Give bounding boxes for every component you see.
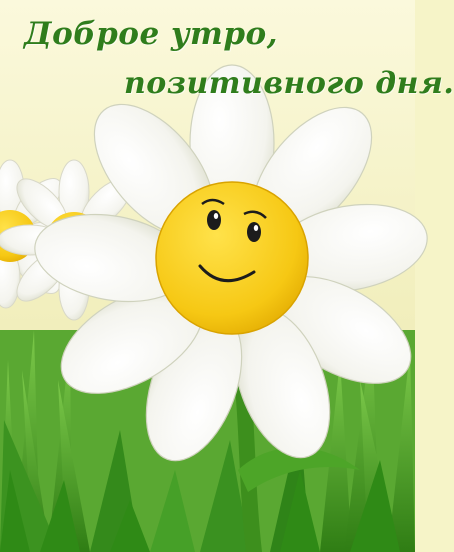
right-eye <box>247 222 261 242</box>
greeting-line-2: позитивного дня. <box>124 66 454 101</box>
greeting-line-1: Доброе утро, <box>24 16 278 52</box>
daisy-face <box>156 182 308 334</box>
left-eye <box>207 210 221 230</box>
